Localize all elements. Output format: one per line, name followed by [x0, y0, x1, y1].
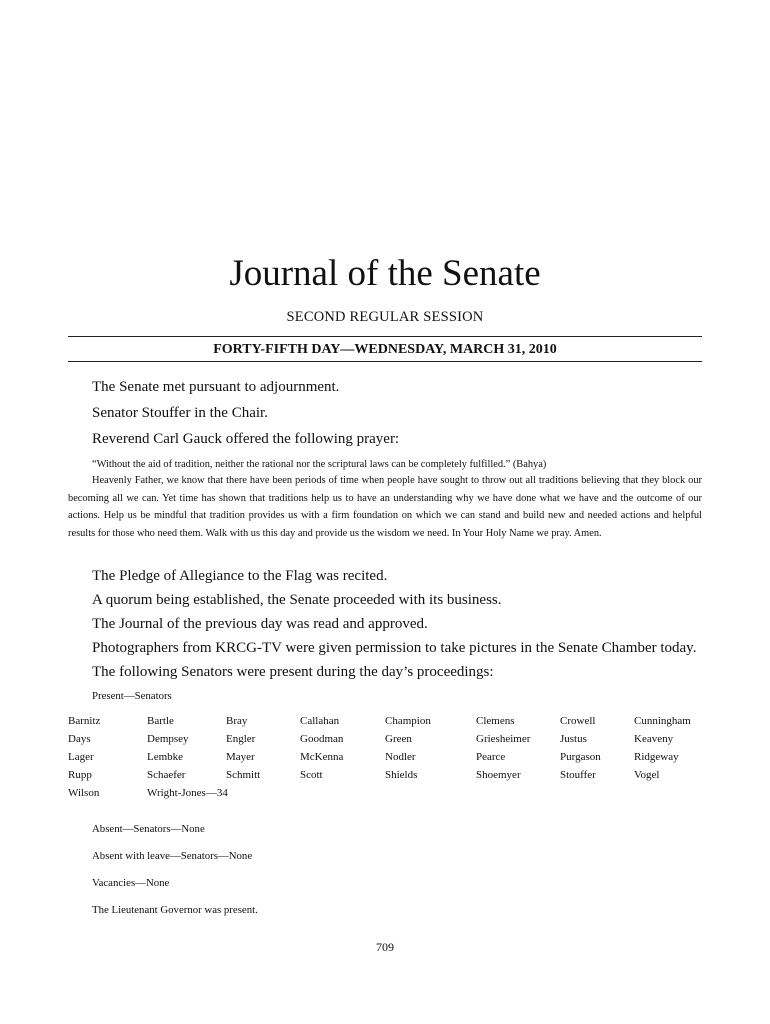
senator-name: Bartle: [147, 715, 174, 727]
senator-name: Ridgeway: [634, 751, 679, 763]
senator-name: Barnitz: [68, 715, 101, 727]
paragraph-quorum: A quorum being established, the Senate proceeded with its business.: [92, 592, 502, 608]
senator-row: [68, 748, 708, 766]
senator-name: Nodler: [385, 751, 416, 763]
day-heading: FORTY-FIFTH DAY—WEDNESDAY, MARCH 31, 2010: [213, 342, 557, 357]
journal-title: Journal of the Senate: [229, 253, 541, 294]
senator-name: Schaefer: [147, 769, 186, 781]
senator-row: [68, 784, 708, 802]
senator-name: Wilson: [68, 787, 100, 799]
senator-name: Crowell: [560, 715, 596, 727]
prayer-quote: “Without the aid of tradition, neither the rational nor the scriptural laws can be completely fulfilled.” (Bahya): [92, 459, 547, 470]
session-heading: SECOND REGULAR SESSION: [286, 309, 484, 325]
senator-name: McKenna: [300, 751, 344, 763]
senator-name: Pearce: [476, 751, 506, 763]
senator-name: Justus: [560, 733, 587, 745]
senator-name: Goodman: [300, 733, 344, 745]
senator-name: Wright-Jones—34: [147, 787, 228, 799]
senator-name: Cunningham: [634, 715, 691, 727]
senator-name: Rupp: [68, 769, 92, 781]
paragraph-photographers: Photographers from KRCG-TV were given permission to take pictures in the Senate Chamber today.: [92, 640, 697, 656]
senator-name: Lager: [68, 751, 94, 763]
page-number: 709: [376, 940, 394, 954]
senator-name: Bray: [226, 715, 248, 727]
top-rule: [68, 336, 702, 337]
senator-name: Stouffer: [560, 769, 596, 781]
paragraph-prayer-intro: Reverend Carl Gauck offered the following prayer:: [92, 431, 400, 447]
senator-name: Lembke: [147, 751, 184, 763]
senator-name: Scott: [300, 769, 323, 781]
senator-name: Keaveny: [634, 733, 674, 745]
lieutenant-governor-line: The Lieutenant Governor was present.: [92, 904, 258, 916]
senator-name: Green: [385, 733, 412, 745]
senator-name: Days: [68, 733, 91, 745]
senator-name: Mayer: [226, 751, 255, 763]
senator-name: Engler: [226, 733, 256, 745]
paragraph-journal-approved: The Journal of the previous day was read and approved.: [92, 616, 428, 632]
senator-name: Shields: [385, 769, 418, 781]
senator-name: Champion: [385, 715, 431, 727]
present-label: Present—Senators: [92, 690, 172, 702]
senator-row: [68, 766, 708, 784]
senators-roster: [68, 712, 708, 802]
senator-name: Schmitt: [226, 769, 261, 781]
senator-name: Griesheimer: [476, 733, 531, 745]
bottom-rule: [68, 361, 702, 362]
senator-name: Vogel: [634, 769, 660, 781]
senator-row: [68, 730, 708, 748]
vacancies-line: Vacancies—None: [92, 877, 170, 889]
paragraph-adjournment: The Senate met pursuant to adjournment.: [92, 379, 340, 395]
paragraph-pledge: The Pledge of Allegiance to the Flag was recited.: [92, 568, 388, 584]
senator-name: Purgason: [560, 751, 601, 763]
prayer-text: Heavenly Father, we know that there have been periods of time when people have sought to throw out all traditions believing that they block our becoming all we can. Yet time has shown that traditions help us to have an understanding why we have done what we have and the outcome of our actions. Help us be mindful that tradition provides us with a firm foundation on which we can stand and build new and needed actions and helpful results for those who need them. Walk with us this day and provide us the wisdom we need. In Your Holy Name we pray. Amen.: [68, 475, 702, 539]
paragraph-chair: Senator Stouffer in the Chair.: [92, 405, 268, 421]
absent-with-leave-line: Absent with leave—Senators—None: [92, 850, 253, 862]
senator-name: Shoemyer: [476, 769, 521, 781]
senator-name: Callahan: [300, 715, 340, 727]
senator-name: Dempsey: [147, 733, 189, 745]
senator-name: Clemens: [476, 715, 515, 727]
paragraph-senators-present: The following Senators were present during the day’s proceedings:: [92, 664, 494, 680]
absent-line: Absent—Senators—None: [92, 823, 205, 835]
senator-row: [68, 712, 708, 730]
